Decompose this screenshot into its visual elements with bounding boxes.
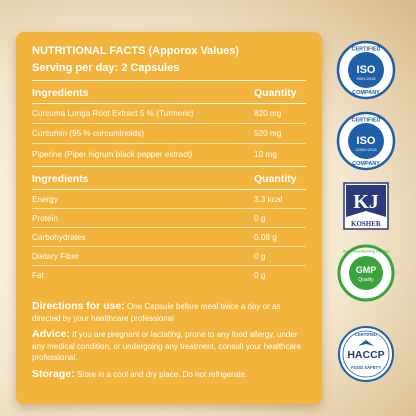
badge-ring-text: Good Manufacturing Practice — [342, 249, 390, 254]
directions-section — [32, 301, 306, 324]
badge-code-text: 22000:2018 — [355, 147, 377, 152]
panel-title: NUTRITIONAL FACTS (Apporox Values) — [32, 45, 239, 57]
ingredient-qty: 820 mg — [254, 109, 282, 118]
storage-section — [32, 369, 306, 381]
ingredient-name: Curcumin (95 % curcuminoids) — [32, 129, 144, 138]
badge-top-text: CERTIFIED — [351, 46, 381, 53]
directions-label: Directions for use: — [32, 300, 125, 312]
table-row — [32, 247, 306, 266]
badge-bottom-text: COMPANY — [352, 161, 380, 167]
iso-22000-badge-icon — [336, 111, 396, 171]
directions-text: One Capsule before meal twice a day or as directed by your healthcare professional — [32, 302, 281, 323]
table2-body — [32, 190, 306, 285]
serving-info: Serving per day: 2 Capsules — [32, 62, 180, 74]
nutrient-qty: 0 g — [254, 213, 266, 223]
nutrition-panel — [16, 32, 322, 404]
badge-bottom-text: FOOD SAFETY — [351, 365, 381, 370]
nutrient-name: Fat — [32, 271, 44, 280]
badge-main-text: GMP — [355, 265, 377, 275]
nutrient-name: Dietary Fiber — [32, 251, 79, 261]
advice-section — [32, 329, 306, 364]
nutrient-qty: 3.3 kcal — [254, 194, 283, 204]
nutrient-name: Carbohydrates — [32, 232, 86, 242]
iso-9001-badge-icon — [336, 40, 396, 100]
table2-col-name: Ingredients — [32, 173, 89, 185]
nutrient-name: Protein — [32, 213, 58, 223]
table-row — [32, 266, 306, 285]
advice-text: If you are pregnant or lactating, prone to any food allergy, under any medical condition, or undergoing any treatment, consult your healthcare professional. — [32, 330, 302, 362]
ingredient-qty: 520 mg — [254, 129, 282, 138]
table1-body — [32, 104, 306, 164]
badge-main-text: ISO — [356, 135, 376, 147]
badge-main-text: ISO — [356, 64, 376, 76]
storage-text: Store in a cool and dry place. Do not refrigerate. — [74, 369, 248, 379]
nutrient-qty: 0.08 g — [254, 232, 277, 242]
table-row — [32, 144, 306, 164]
badge-main-text: HACCP — [347, 349, 385, 361]
table-row — [32, 228, 306, 247]
advice-label: Advice: — [32, 328, 70, 340]
badge-bottom-text: COMPANY — [352, 90, 380, 96]
table2-header — [32, 166, 306, 190]
badge-bottom-text: KOSHER — [351, 220, 381, 228]
nutrient-qty: 0 g — [254, 271, 266, 280]
badge-sub-text: Quality — [358, 277, 374, 283]
ingredient-qty: 10 mg — [254, 149, 277, 159]
table2-col-qty: Quantity — [254, 173, 297, 185]
table1-col-qty: Quantity — [254, 87, 297, 99]
storage-label: Storage: — [32, 367, 75, 380]
table1-col-name: Ingredients — [32, 87, 89, 99]
badge-code-text: 9001:2015 — [356, 76, 376, 81]
kosher-badge-icon — [336, 177, 396, 237]
nutrient-qty: 0 g — [254, 251, 266, 261]
table-row — [32, 124, 306, 144]
table-row — [32, 190, 306, 209]
nutrient-name: Energy — [32, 194, 58, 204]
badge-top-text: CERTIFIED — [351, 117, 381, 124]
badge-main-text: KJ — [353, 191, 379, 213]
gmp-badge-icon — [336, 243, 396, 303]
table-row — [32, 209, 306, 228]
ingredient-name: Piperine (Piper nigrum black pepper extract) — [32, 149, 193, 159]
badge-top-text: CERTIFIED — [354, 332, 378, 337]
haccp-badge-icon — [336, 324, 396, 384]
table-row — [32, 104, 306, 124]
ingredient-name: Curcuma Longa Root Extract 5 % (Turmeric) — [32, 109, 194, 118]
table1-header — [32, 80, 306, 104]
